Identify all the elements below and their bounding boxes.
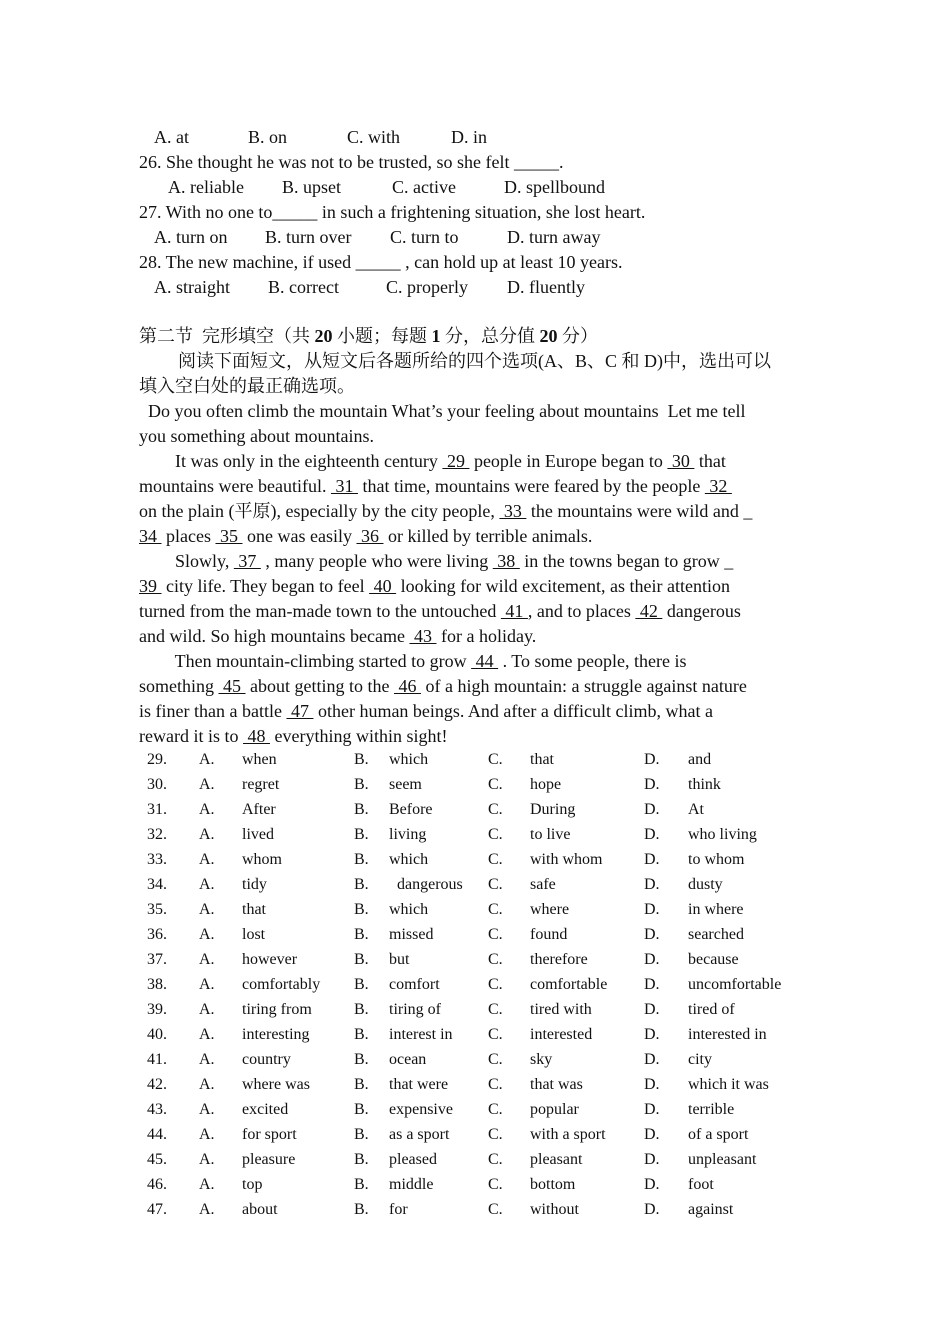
passage-text: , many people who were living <box>260 551 493 571</box>
passage-text: dangerous <box>662 601 741 621</box>
option-letter-a: A. <box>199 1101 215 1118</box>
option-b-text: interest in <box>389 1026 453 1043</box>
passage-line: Do you often climb the mountain What’s your feeling about mountains Let me tell <box>139 401 746 421</box>
passage-text: that time, mountains were feared by the people <box>357 476 705 496</box>
option-letter-a: A. <box>199 776 215 793</box>
option-letter-c: C. <box>488 801 503 818</box>
option-d: D. in <box>451 127 487 147</box>
option-letter-d: D. <box>644 1001 660 1018</box>
option-letter-d: D. <box>644 751 660 768</box>
passage-text: _ <box>743 501 753 521</box>
option-a-text: excited <box>242 1101 289 1118</box>
option-a-text: regret <box>242 776 280 793</box>
option-b-text: dangerous <box>389 876 463 893</box>
option-c-text: where <box>530 901 570 918</box>
option-b-text: tiring of <box>389 1001 441 1018</box>
blank-44: 44 <box>471 651 499 671</box>
question-number: 46. <box>147 1176 167 1193</box>
passage-text: or killed by terrible animals. <box>383 526 593 546</box>
option-letter-c: C. <box>488 751 503 768</box>
option-a: A. reliable <box>168 177 244 197</box>
option-c-text: that was <box>530 1076 583 1093</box>
option-b: B. on <box>248 127 288 147</box>
option-letter-b: B. <box>354 1176 369 1193</box>
option-b-text: middle <box>389 1176 434 1193</box>
blank-33: 33 <box>499 501 527 521</box>
option-c-text: therefore <box>530 951 588 968</box>
option-d-text: because <box>688 951 739 968</box>
blank-35: 35 <box>215 526 243 546</box>
option-d-text: in where <box>688 901 744 918</box>
passage-line <box>139 625 536 647</box>
passage-line <box>139 650 687 672</box>
option-a-text: tidy <box>242 876 267 893</box>
blank-42: 42 <box>635 601 663 621</box>
option-letter-b: B. <box>354 976 369 993</box>
blank-31: 31 <box>330 476 358 496</box>
option-b: B. upset <box>282 177 342 197</box>
passage-text: everything within sight! <box>269 726 448 746</box>
passage-line <box>139 700 713 722</box>
option-a-text: interesting <box>242 1026 310 1043</box>
passage-line <box>139 475 732 497</box>
option-letter-b: B. <box>354 751 369 768</box>
option-letter-b: B. <box>354 1051 369 1068</box>
option-letter-d: D. <box>644 901 660 918</box>
passage-text: mountains were beautiful. <box>139 476 331 496</box>
passage-text: city life. They began to feel <box>161 576 370 596</box>
option-b-text: for <box>389 1201 408 1218</box>
passage-text: looking for wild excitement, as their attention <box>396 576 731 596</box>
option-letter-d: D. <box>644 851 660 868</box>
heading-points: 1 <box>431 326 441 346</box>
option-a-text: top <box>242 1176 263 1193</box>
option-letter-c: C. <box>488 951 503 968</box>
blank-48: 48 <box>242 726 270 746</box>
option-b-text: ocean <box>389 1051 427 1068</box>
option-letter-a: A. <box>199 801 215 818</box>
passage-text: _ <box>724 551 734 571</box>
passage-text: . To some people, there is <box>498 651 687 671</box>
passage-text: , and to places <box>527 601 636 621</box>
blank-43: 43 <box>409 626 437 646</box>
passage-line <box>139 675 747 697</box>
option-d-text: against <box>688 1201 734 1218</box>
passage-text: that <box>694 451 726 471</box>
option-a-text: for sport <box>242 1126 297 1143</box>
option-letter-d: D. <box>644 801 660 818</box>
option-b-text: missed <box>389 926 434 943</box>
blank-30: 30 <box>667 451 695 471</box>
option-c-text: tired with <box>530 1001 592 1018</box>
option-c-text: to live <box>530 826 571 843</box>
option-letter-b: B. <box>354 1126 369 1143</box>
option-a-text: lost <box>242 926 266 943</box>
option-a: A. at <box>154 127 189 147</box>
option-d-text: to whom <box>688 851 745 868</box>
option-letter-a: A. <box>199 1176 215 1193</box>
passage-text: other human beings. And after a difficult climb, what a <box>313 701 714 721</box>
question-number: 43. <box>147 1101 167 1118</box>
passage-text: of a high mountain: a struggle against nature <box>420 676 747 696</box>
option-letter-b: B. <box>354 1001 369 1018</box>
option-c-text: bottom <box>530 1176 576 1193</box>
passage-text: the mountains were wild and <box>526 501 744 521</box>
option-b-text: pleased <box>389 1151 437 1168</box>
option-d-text: city <box>688 1051 712 1068</box>
blank-36: 36 <box>356 526 384 546</box>
option-d-text: At <box>688 801 704 818</box>
option-letter-b: B. <box>354 876 369 893</box>
passage-text: turned from the man-made town to the untouched <box>139 601 501 621</box>
option-c-text: interested <box>530 1026 593 1043</box>
option-b: B. correct <box>268 277 339 297</box>
option-letter-a: A. <box>199 1126 215 1143</box>
option-d-text: tired of <box>688 1001 735 1018</box>
option-letter-b: B. <box>354 801 369 818</box>
option-b-text: which <box>389 751 429 768</box>
option-letter-d: D. <box>644 1026 660 1043</box>
option-d-text: foot <box>688 1176 714 1193</box>
option-d: D. turn away <box>507 227 601 247</box>
option-letter-d: D. <box>644 1101 660 1118</box>
option-letter-a: A. <box>199 901 215 918</box>
option-a-text: country <box>242 1051 291 1068</box>
question-number: 31. <box>147 801 167 818</box>
question-number: 37. <box>147 951 167 968</box>
option-b-text: comfort <box>389 976 440 993</box>
section-heading <box>139 325 598 347</box>
passage-line <box>139 575 730 597</box>
option-c-text: with a sport <box>530 1126 606 1143</box>
option-b-text: living <box>389 826 427 843</box>
blank-32: 32 <box>704 476 732 496</box>
option-letter-d: D. <box>644 1151 660 1168</box>
option-letter-c: C. <box>488 1201 503 1218</box>
option-letter-d: D. <box>644 1126 660 1143</box>
option-letter-b: B. <box>354 901 369 918</box>
option-c-text: that <box>530 751 554 768</box>
heading-count: 20 <box>314 326 333 346</box>
passage-text: something <box>139 676 219 696</box>
option-d-text: of a sport <box>688 1126 749 1143</box>
blank-45: 45 <box>218 676 246 696</box>
option-b-text: expensive <box>389 1101 453 1118</box>
option-letter-c: C. <box>488 1026 503 1043</box>
heading-text: 小题；每题 <box>332 326 432 346</box>
option-d-text: think <box>688 776 721 793</box>
option-letter-a: A. <box>199 851 215 868</box>
passage-line: you something about mountains. <box>139 426 374 446</box>
option-d-text: which it was <box>688 1076 769 1093</box>
option-d-text: interested in <box>688 1026 767 1043</box>
option-letter-a: A. <box>199 1151 215 1168</box>
option-letter-d: D. <box>644 776 660 793</box>
passage-line <box>139 550 733 572</box>
option-letter-d: D. <box>644 976 660 993</box>
question-number: 38. <box>147 976 167 993</box>
passage-text: on the plain (平原), especially by the city people, <box>139 501 500 521</box>
option-c: C. active <box>392 177 456 197</box>
option-a-text: where was <box>242 1076 310 1093</box>
option-letter-d: D. <box>644 951 660 968</box>
option-b-text: but <box>389 951 410 968</box>
question-number: 45. <box>147 1151 167 1168</box>
option-c: C. with <box>347 127 401 147</box>
blank-46: 46 <box>393 676 421 696</box>
option-b-text: that were <box>389 1076 449 1093</box>
question-number: 44. <box>147 1126 167 1143</box>
option-letter-b: B. <box>354 926 369 943</box>
option-c-text: safe <box>530 876 556 893</box>
question-number: 47. <box>147 1201 167 1218</box>
heading-text: 第二节 完形填空（共 <box>139 326 315 346</box>
option-letter-c: C. <box>488 1076 503 1093</box>
option-a-text: about <box>242 1201 278 1218</box>
option-letter-a: A. <box>199 826 215 843</box>
question-number: 33. <box>147 851 167 868</box>
option-a-text: lived <box>242 826 274 843</box>
option-letter-c: C. <box>488 976 503 993</box>
option-letter-c: C. <box>488 1126 503 1143</box>
option-letter-b: B. <box>354 1076 369 1093</box>
option-d-text: terrible <box>688 1101 735 1118</box>
option-d-text: and <box>688 751 712 768</box>
option-c-text: hope <box>530 776 562 793</box>
option-c-text: During <box>530 801 576 818</box>
question-number: 36. <box>147 926 167 943</box>
passage-text: and wild. So high mountains became <box>139 626 410 646</box>
option-letter-c: C. <box>488 901 503 918</box>
option-letter-b: B. <box>354 1026 369 1043</box>
option-b-text: seem <box>389 776 422 793</box>
passage-text: for a holiday. <box>436 626 537 646</box>
question-number: 32. <box>147 826 167 843</box>
option-letter-b: B. <box>354 951 369 968</box>
passage-text: Then mountain-climbing started to grow <box>139 651 472 671</box>
option-c-text: sky <box>530 1051 553 1068</box>
blank-39: 39 <box>139 576 162 596</box>
option-letter-a: A. <box>199 751 215 768</box>
passage-text: in the towns began to grow <box>519 551 725 571</box>
option-letter-c: C. <box>488 1151 503 1168</box>
question-number: 42. <box>147 1076 167 1093</box>
option-d-text: unpleasant <box>688 1151 757 1168</box>
option-letter-b: B. <box>354 1201 369 1218</box>
option-letter-a: A. <box>199 1051 215 1068</box>
blank-37: 37 <box>233 551 261 571</box>
question-number: 30. <box>147 776 167 793</box>
question-number: 39. <box>147 1001 167 1018</box>
option-letter-a: A. <box>199 1026 215 1043</box>
option-d-text: uncomfortable <box>688 976 782 993</box>
option-letter-c: C. <box>488 876 503 893</box>
passage-text: one was easily <box>242 526 357 546</box>
blank-38: 38 <box>492 551 520 571</box>
option-a-text: when <box>242 751 277 768</box>
option-c-text: comfortable <box>530 976 608 993</box>
option-d-text: who living <box>688 826 757 843</box>
question-28-stem: 28. The new machine, if used _____ , can hold up at least 10 years. <box>139 252 623 272</box>
option-c-text: without <box>530 1201 579 1218</box>
passage-line <box>139 450 726 472</box>
option-letter-d: D. <box>644 1051 660 1068</box>
blank-40: 40 <box>369 576 397 596</box>
passage-text: Slowly, <box>139 551 234 571</box>
option-d: D. fluently <box>507 277 585 297</box>
option-a: A. turn on <box>154 227 228 247</box>
passage-line <box>139 525 592 547</box>
question-number: 41. <box>147 1051 167 1068</box>
option-a-text: tiring from <box>242 1001 312 1018</box>
option-c-text: popular <box>530 1101 579 1118</box>
option-letter-c: C. <box>488 851 503 868</box>
blank-47: 47 <box>286 701 314 721</box>
option-a-text: however <box>242 951 298 968</box>
heading-total: 20 <box>539 326 558 346</box>
passage-text: reward it is to <box>139 726 243 746</box>
option-letter-c: C. <box>488 1051 503 1068</box>
option-letter-d: D. <box>644 1176 660 1193</box>
option-c: C. properly <box>386 277 468 297</box>
question-26-stem: 26. She thought he was not to be trusted, so she felt _____. <box>139 152 564 172</box>
question-number: 34. <box>147 876 167 893</box>
option-d: D. spellbound <box>504 177 605 197</box>
blank-41: 41 <box>500 601 528 621</box>
option-letter-c: C. <box>488 926 503 943</box>
passage-text: people in Europe began to <box>469 451 668 471</box>
option-letter-c: C. <box>488 776 503 793</box>
passage-line <box>139 725 447 747</box>
passage-text: places <box>161 526 216 546</box>
option-letter-b: B. <box>354 1151 369 1168</box>
blank-34: 34 <box>139 526 162 546</box>
option-letter-c: C. <box>488 1001 503 1018</box>
option-a-text: comfortably <box>242 976 321 993</box>
option-letter-a: A. <box>199 926 215 943</box>
option-b-text: which <box>389 851 429 868</box>
option-letter-c: C. <box>488 1176 503 1193</box>
option-c-text: with whom <box>530 851 603 868</box>
option-letter-d: D. <box>644 1076 660 1093</box>
option-b: B. turn over <box>265 227 352 247</box>
passage-text: about getting to the <box>245 676 394 696</box>
blank-29: 29 <box>442 451 470 471</box>
option-letter-a: A. <box>199 876 215 893</box>
option-letter-a: A. <box>199 1076 215 1093</box>
option-letter-b: B. <box>354 1101 369 1118</box>
passage-text: It was only in the eighteenth century <box>139 451 443 471</box>
option-letter-a: A. <box>199 1001 215 1018</box>
question-number: 35. <box>147 901 167 918</box>
option-letter-b: B. <box>354 776 369 793</box>
question-27-stem: 27. With no one to_____ in such a frightening situation, she lost heart. <box>139 202 646 222</box>
option-a-text: pleasure <box>242 1151 296 1168</box>
option-d-text: dusty <box>688 876 723 893</box>
option-letter-a: A. <box>199 976 215 993</box>
question-number: 40. <box>147 1026 167 1043</box>
option-letter-a: A. <box>199 1201 215 1218</box>
option-c: C. turn to <box>390 227 459 247</box>
question-number: 29. <box>147 751 167 768</box>
option-letter-d: D. <box>644 926 660 943</box>
option-d-text: searched <box>688 926 744 943</box>
passage-line <box>139 600 741 622</box>
option-letter-d: D. <box>644 876 660 893</box>
option-a: A. straight <box>154 277 230 297</box>
option-a-text: that <box>242 901 266 918</box>
section-instruction-line-1: 阅读下面短文，从短文后各题所给的四个选项(A、B、C 和 D)中，选出可以 <box>178 351 771 371</box>
option-a-text: whom <box>242 851 282 868</box>
passage-line <box>139 500 752 522</box>
option-letter-c: C. <box>488 1101 503 1118</box>
option-a-text: After <box>242 801 276 818</box>
passage-text: is finer than a battle <box>139 701 287 721</box>
heading-text: 分，总分值 <box>440 326 540 346</box>
option-letter-d: D. <box>644 1201 660 1218</box>
option-letter-b: B. <box>354 826 369 843</box>
option-letter-b: B. <box>354 851 369 868</box>
option-c-text: found <box>530 926 568 943</box>
section-instruction-line-2: 填入空白处的最正确选项。 <box>139 376 355 396</box>
option-b-text: which <box>389 901 429 918</box>
option-b-text: as a sport <box>389 1126 450 1143</box>
option-letter-a: A. <box>199 951 215 968</box>
option-letter-c: C. <box>488 826 503 843</box>
option-c-text: pleasant <box>530 1151 583 1168</box>
option-b-text: Before <box>389 801 433 818</box>
heading-text: 分） <box>557 326 598 346</box>
option-letter-d: D. <box>644 826 660 843</box>
